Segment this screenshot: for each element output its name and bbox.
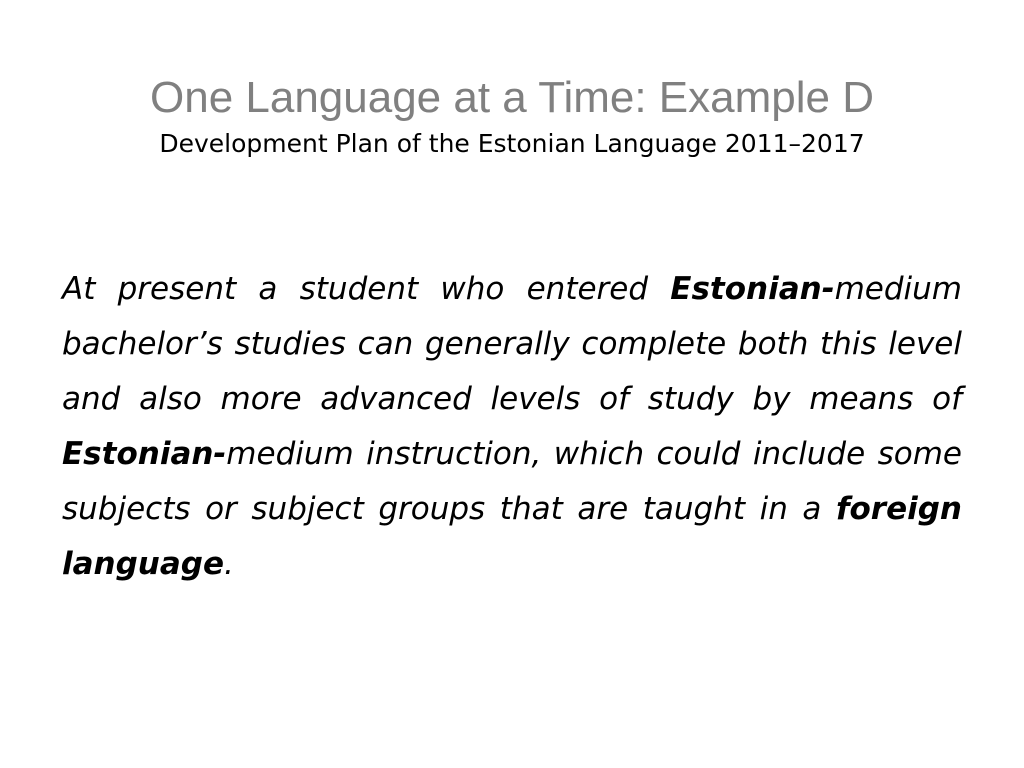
body-text-segment: .	[224, 546, 234, 582]
body-text-segment: medium instruction, which could include some subjects or subject groups that are taught in a	[62, 436, 962, 527]
body-emphasis-foreign-language: foreign language	[62, 491, 962, 582]
slide-title: One Language at a Time: Example D	[150, 73, 874, 122]
body-emphasis-estonian: Estonian-	[62, 436, 227, 472]
body-paragraph	[62, 262, 962, 592]
body-emphasis-estonian: Estonian-	[670, 271, 835, 307]
title-block	[60, 70, 964, 162]
body-text-segment: At present a student who entered	[62, 271, 671, 307]
slide-subtitle: Development Plan of the Estonian Language 2011–2017	[159, 129, 865, 158]
body-text-segment: medium bachelor’s studies can generally complete both this level and also more advanced levels of study by means of	[62, 271, 962, 417]
